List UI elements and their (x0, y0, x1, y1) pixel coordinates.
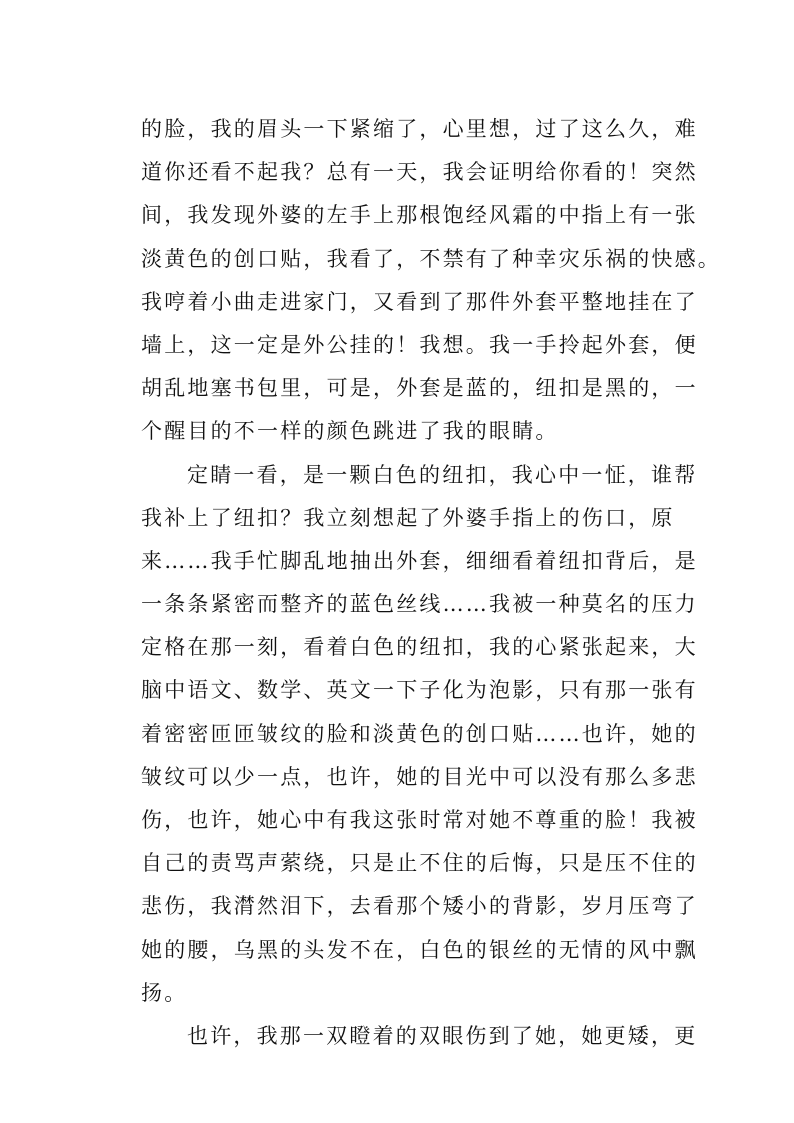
text-line: 她的腰，乌黑的头发不在，白色的银丝的无情的风中飘 (141, 937, 698, 962)
text-line: 道你还看不起我？总有一天，我会证明给你看的！突然 (141, 160, 698, 185)
text-line: 一条条紧密而整齐的蓝色丝线……我被一种莫名的压力 (141, 592, 698, 617)
text-line: 定格在那一刻，看着白色的纽扣，我的心紧张起来，大 (141, 635, 698, 660)
text-line: 的脸，我的眉头一下紧缩了，心里想，过了这么久，难 (141, 117, 698, 141)
text-line: 我哼着小曲走进家门，又看到了那件外套平整地挂在了 (141, 289, 698, 314)
text-line: 悲伤，我潸然泪下，去看那个矮小的背影，岁月压弯了 (141, 894, 698, 919)
text-line: 自己的责骂声萦绕，只是止不住的后悔，只是压不住的 (141, 851, 698, 876)
text-line: 胡乱地塞书包里，可是，外套是蓝的，纽扣是黑的，一 (141, 376, 698, 401)
text-line: 也许，我那一双瞪着的双眼伤到了她，她更矮，更 (187, 1023, 698, 1048)
text-line: 脑中语文、数学、英文一下子化为泡影，只有那一张有 (141, 678, 698, 703)
text-line: 着密密匝匝皱纹的脸和淡黄色的创口贴……也许，她的 (141, 721, 698, 746)
text-line: 淡黄色的创口贴，我看了，不禁有了种幸灾乐祸的快感。 (141, 246, 721, 271)
text-line: 扬。 (141, 980, 188, 1005)
text-line: 定睛一看，是一颗白色的纽扣，我心中一怔，谁帮 (187, 462, 698, 487)
text-line: 皱纹可以少一点，也许，她的目光中可以没有那么多悲 (141, 764, 698, 789)
text-line: 来……我手忙脚乱地抽出外套，细细看着纽扣背后，是 (141, 548, 698, 573)
text-line: 墙上，这一定是外公挂的！我想。我一手拎起外套，便 (141, 332, 698, 357)
text-line: 我补上了纽扣？我立刻想起了外婆手指上的伤口，原 (141, 505, 675, 530)
text-line: 伤，也许，她心中有我这张时常对她不尊重的脸！我被 (141, 808, 698, 832)
essay-text (141, 108, 721, 1058)
text-line: 个醒目的不一样的颜色跳进了我的眼睛。 (141, 419, 559, 444)
text-line: 间，我发现外婆的左手上那根饱经风霜的中指上有一张 (141, 203, 698, 228)
